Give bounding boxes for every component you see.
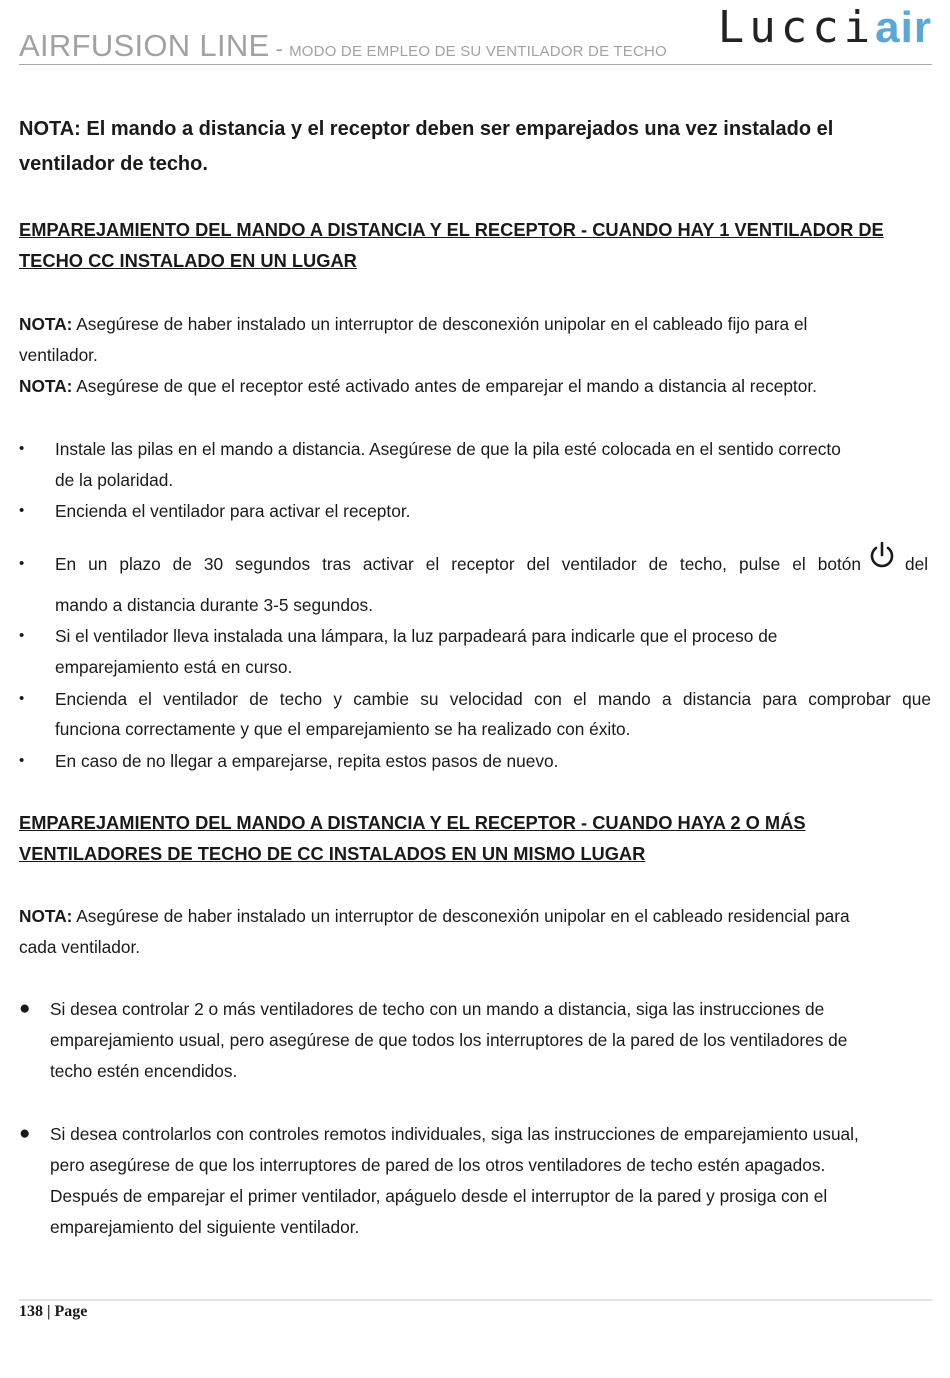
bullet-3-line-1: En un plazo de 30 segundos tras activar el receptor del ventilador de techo, pulse el botón bbox=[55, 554, 861, 574]
bullet-5-line-2: funciona correctamente y que el emparejamiento se ha realizado con éxito. bbox=[55, 719, 631, 739]
footer-divider bbox=[19, 1299, 932, 1301]
section2-heading-line-1: EMPAREJAMIENTO DEL MANDO A DISTANCIA Y EL RECEPTOR - CUANDO HAYA 2 O MÁS bbox=[19, 812, 806, 833]
s2-bullet-1-line-1: Si desea controlar 2 o más ventiladores de techo con un mando a distancia, siga las instrucciones de bbox=[50, 999, 825, 1019]
section2-note-line-2: cada ventilador. bbox=[19, 937, 141, 957]
note-text: Asegúrese de haber instalado un interruptor de desconexión unipolar en el cableado fijo para el bbox=[72, 314, 808, 334]
note-label: NOTA: bbox=[19, 314, 73, 334]
page-footer bbox=[19, 1303, 87, 1321]
bullet-2-line-1: Encienda el ventilador para activar el receptor. bbox=[55, 501, 411, 521]
note-top-line-2: ventilador de techo. bbox=[19, 153, 208, 175]
brand-logo bbox=[718, 2, 932, 54]
s2-bullet-1-line-3: techo estén encendidos. bbox=[50, 1061, 238, 1081]
bullet-dot: • bbox=[19, 690, 25, 707]
note-label: NOTA: bbox=[19, 376, 73, 396]
bullet-dot: • bbox=[19, 627, 25, 644]
section2-heading-line-2: VENTILADORES DE TECHO DE CC INSTALADOS EN UN MISMO LUGAR bbox=[19, 843, 646, 864]
bullet-1-line-2: de la polaridad. bbox=[55, 470, 174, 490]
page-number: 138 bbox=[19, 1303, 43, 1320]
logo-text: Lucci bbox=[717, 2, 876, 53]
section1-heading-line-2: TECHO CC INSTALADO EN UN LUGAR bbox=[19, 250, 357, 271]
power-icon bbox=[868, 541, 896, 571]
bullet-dot: • bbox=[19, 752, 25, 769]
bullet-3-line-2: mando a distancia durante 3-5 segundos. bbox=[55, 595, 373, 615]
bullet-dot: • bbox=[19, 440, 25, 457]
s2-bullet-1-line-2: emparejamiento usual, pero asegúrese de que todos los interruptores de la pared de los ventiladores de bbox=[50, 1030, 848, 1050]
bullet-3-after-icon: del bbox=[905, 554, 929, 574]
section2-note-line-1 bbox=[19, 905, 850, 927]
bullet-4-line-1: Si el ventilador lleva instalada una lámpara, la luz parpadeará para indicarle que el proceso de bbox=[55, 626, 778, 646]
page-header bbox=[19, 0, 932, 65]
header-title-separator: - bbox=[269, 36, 290, 61]
note-top-line-1: NOTA: El mando a distancia y el receptor deben ser emparejados una vez instalado el bbox=[19, 118, 834, 140]
bullet-dot: ● bbox=[19, 998, 31, 1019]
bullet-4-line-2: emparejamiento está en curso. bbox=[55, 657, 293, 677]
s2-bullet-2-line-2: pero asegúrese de que los interruptores de pared de los otros ventiladores de techo estén apagados. bbox=[50, 1155, 826, 1175]
bullet-6-line-1: En caso de no llegar a emparejarse, repita estos pasos de nuevo. bbox=[55, 751, 559, 771]
s2-bullet-2-line-4: emparejamiento del siguiente ventilador. bbox=[50, 1217, 360, 1237]
bullet-dot: ● bbox=[19, 1123, 31, 1144]
bullet-5-line-1: Encienda el ventilador de techo y cambie su velocidad con el mando a distancia para comprobar que bbox=[55, 689, 931, 709]
page-label: | Page bbox=[43, 1303, 88, 1320]
bullet-1-line-1: Instale las pilas en el mando a distancia. Asegúrese de que la pila esté colocada en el sentido correcto bbox=[55, 439, 841, 459]
section1-note1-line-2: ventilador. bbox=[19, 345, 98, 365]
logo-accent: air bbox=[875, 3, 932, 52]
header-title-main: AIRFUSION LINE bbox=[19, 28, 270, 63]
section1-note1-line-1 bbox=[19, 313, 807, 335]
header-title-sub: MODO DE EMPLEO DE SU VENTILADOR DE TECHO bbox=[289, 43, 667, 60]
s2-bullet-2-line-1: Si desea controlarlos con controles remotos individuales, siga las instrucciones de emparejamiento usual, bbox=[50, 1124, 859, 1144]
header-title bbox=[19, 28, 667, 64]
s2-bullet-2-line-3: Después de emparejar el primer ventilador, apáguelo desde el interruptor de la pared y prosiga con el bbox=[50, 1186, 828, 1206]
section1-heading-line-1: EMPAREJAMIENTO DEL MANDO A DISTANCIA Y EL RECEPTOR - CUANDO HAY 1 VENTILADOR DE bbox=[19, 219, 884, 240]
note-text: Asegúrese de que el receptor esté activado antes de emparejar el mando a distancia al receptor. bbox=[72, 376, 817, 396]
bullet-dot: • bbox=[19, 502, 25, 519]
bullet-dot: • bbox=[19, 555, 25, 572]
note-label: NOTA: bbox=[19, 906, 73, 926]
note-text: Asegúrese de haber instalado un interruptor de desconexión unipolar en el cableado residencial para bbox=[72, 906, 850, 926]
section1-note2-line-1 bbox=[19, 375, 817, 397]
